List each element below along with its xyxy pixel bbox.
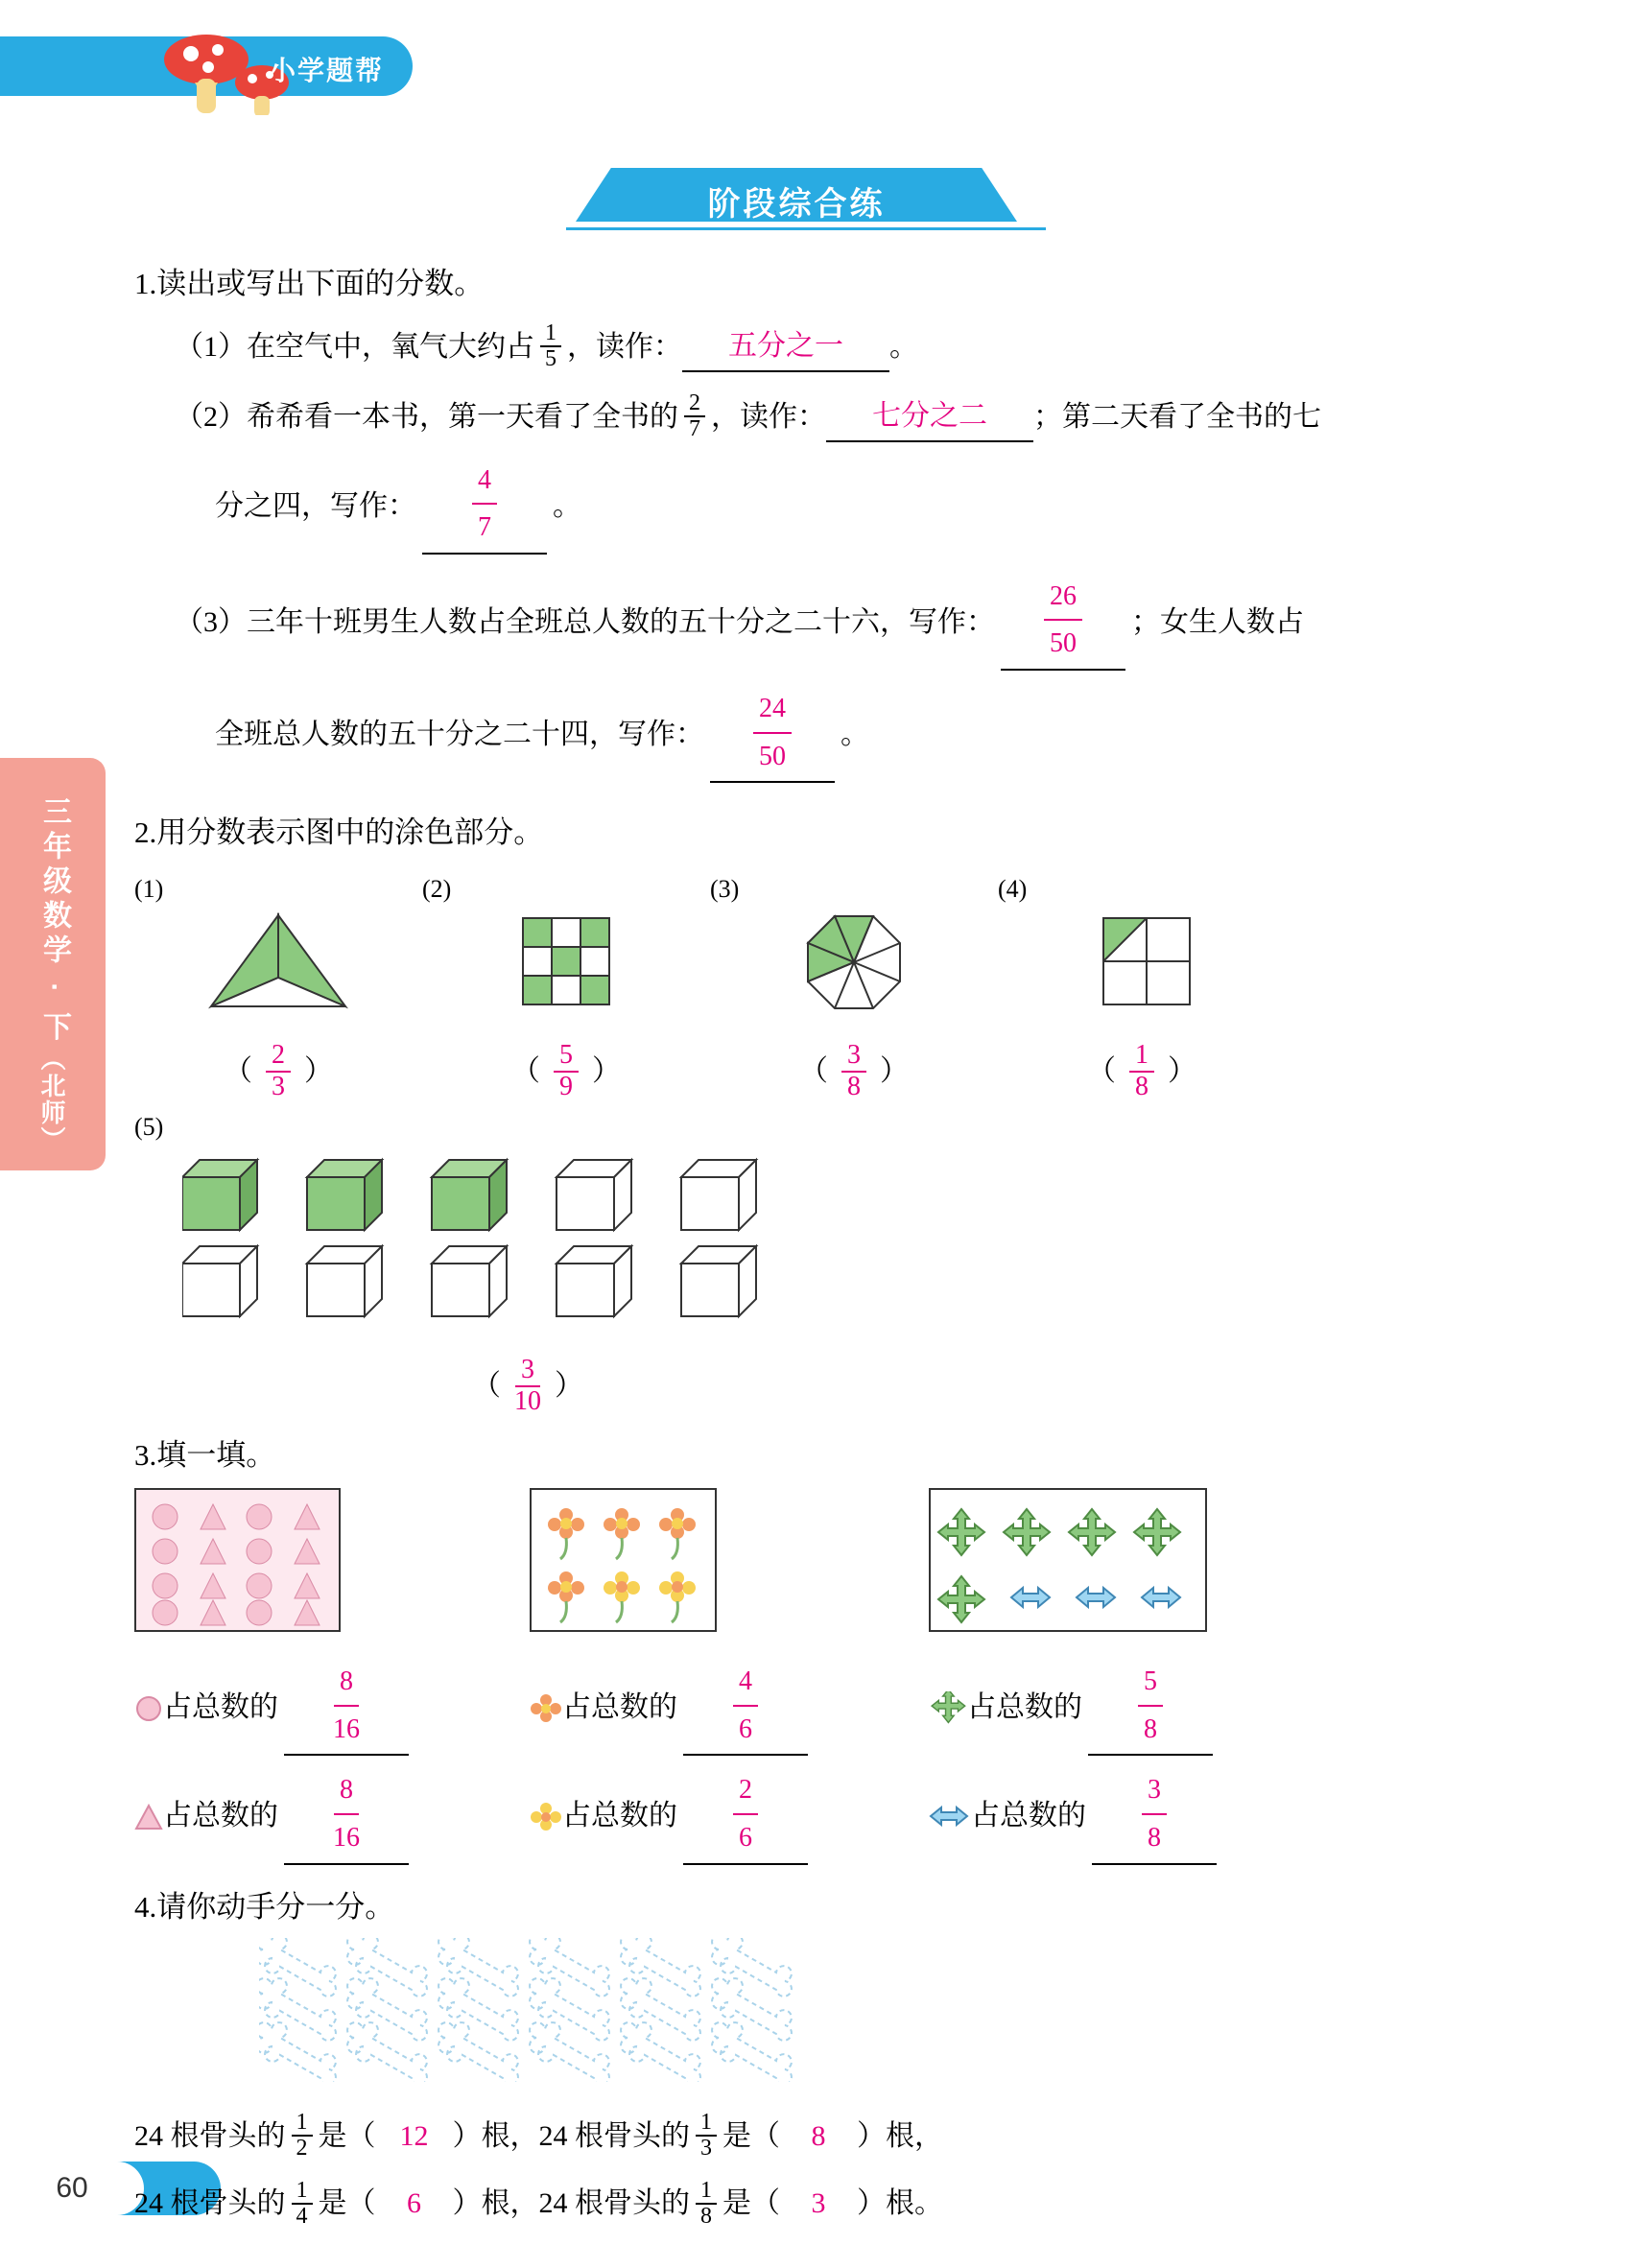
q1-1-suffix: 。: [889, 330, 918, 363]
q1-1-fraction: $\frac{1}{5}$: [540, 321, 561, 371]
q2-answer-3[interactable]: （ $\frac{3}{8}$ ）: [799, 1040, 909, 1101]
q3-g1-row-2: [134, 1767, 414, 1864]
q4-l2-a-suffix: ）根，: [452, 2187, 539, 2220]
q4-l2-b-answer[interactable]: 3: [811, 2187, 826, 2220]
grid-ninths-figure: [480, 910, 652, 1016]
q1-1-mid: ，读作：: [567, 330, 682, 363]
q2-cell-5: [134, 1106, 1554, 1417]
circles-triangles-figure: [134, 1488, 341, 1632]
q1-2-line2-suffix: 。: [553, 489, 581, 522]
q2-cell-4: [998, 868, 1286, 1102]
q4-line-2: [134, 2179, 1554, 2229]
q1-2-prefix: （2）希希看一本书，第一天看了全书的: [175, 400, 678, 433]
q1-3-answer[interactable]: $\frac{26}{50}$: [1001, 574, 1125, 671]
q1-item-3-line2: [215, 686, 1554, 783]
q3-g3-row-2: [929, 1767, 1222, 1864]
q4-l1-a-answer[interactable]: 12: [399, 2119, 429, 2152]
triangle-icon: [134, 1802, 163, 1831]
q2-cell-2: [422, 868, 710, 1102]
q1-3-line2-suffix: 。: [841, 719, 869, 751]
q1-item-2-line2: [215, 458, 1554, 555]
q4-l1-b-suffix: ）根，: [857, 2119, 943, 2152]
q4-l2-b-fraction: $\frac{1}{8}$: [696, 2179, 717, 2229]
side-tab: [0, 758, 106, 1170]
question-2-title: 2.用分数表示图中的涂色部分。: [134, 815, 544, 850]
q2-label-3: (3): [710, 874, 740, 903]
q3-g2-r1-text: 占总数的: [562, 1691, 677, 1724]
q1-1-answer[interactable]: 五分之一: [682, 321, 889, 372]
q1-2-suffix: ；第二天看了全书的七: [1033, 400, 1321, 433]
q3-g2-r2-text: 占总数的: [562, 1800, 677, 1832]
q4-line-1: [134, 2111, 1554, 2161]
q4-l1-a-mid: 是（: [318, 2119, 376, 2152]
q1-2-mid: ，读作：: [711, 400, 826, 433]
question-3-title: 3.填一填。: [134, 1437, 276, 1472]
q1-2-answer[interactable]: 七分之二: [826, 391, 1033, 442]
q4-l1-b-prefix: 24 根骨头的: [538, 2119, 690, 2152]
q4-l1-a-fraction: $\frac{1}{2}$: [292, 2111, 313, 2161]
q3-group-2: [530, 1488, 814, 1864]
q1-2-line2-prefix: 分之四，写作：: [215, 489, 416, 522]
q1-2-fraction: $\frac{2}{7}$: [684, 391, 705, 441]
arrow-cross-green-icon: [929, 1691, 967, 1724]
flower-yellow-icon: [530, 1801, 562, 1831]
q4-l1-a-suffix: ）根，: [452, 2119, 539, 2152]
banner-underline: [566, 227, 1046, 230]
circle-icon: [134, 1693, 163, 1722]
brand-title: 小学题帮: [269, 56, 385, 85]
triangle-thirds-figure: [192, 910, 365, 1016]
q3-g2-row-2: [530, 1767, 814, 1864]
q3-g1-row-1: [134, 1659, 414, 1756]
page-number: 60: [0, 2162, 144, 2215]
side-tab-label: 三年级数学 · 下: [38, 796, 70, 1047]
section-banner: [576, 168, 1075, 235]
banner-title: 阶段综合练: [707, 186, 886, 223]
q4-l2-a-answer[interactable]: 6: [407, 2187, 421, 2220]
q1-3-prefix: （3）三年十班男生人数占全班总人数的五十分之二十六，写作：: [175, 605, 995, 638]
q3-g1-r2-text: 占总数的: [163, 1800, 278, 1832]
q3-g1-r2-answer[interactable]: $\frac{8}{16}$: [284, 1767, 409, 1864]
q2-answer-4[interactable]: （ $\frac{1}{8}$ ）: [1087, 1040, 1196, 1101]
q3-g1-r1-answer[interactable]: $\frac{8}{16}$: [284, 1659, 409, 1756]
q4-l2-a-prefix: 24 根骨头的: [134, 2187, 286, 2220]
q4-l2-b-prefix: 24 根骨头的: [538, 2187, 690, 2220]
q3-group-1: [134, 1488, 414, 1864]
q2-cell-1: [134, 868, 422, 1102]
arrow-double-blue-icon: [929, 1802, 971, 1831]
q4-l2-a-fraction: $\frac{1}{4}$: [292, 2179, 313, 2229]
cubes-tenths-figure: [182, 1148, 873, 1331]
q1-item-1: [175, 321, 1554, 372]
q4-l1-b-mid: 是（: [722, 2119, 780, 2152]
octagon-eighths-figure: [768, 910, 940, 1016]
q4-l2-a-mid: 是（: [318, 2187, 376, 2220]
q2-label-4: (4): [998, 874, 1028, 903]
bones-figure: [259, 1938, 931, 2082]
q1-item-2: [175, 391, 1554, 442]
q2-label-2: (2): [422, 874, 452, 903]
q4-l1-b-answer[interactable]: 8: [811, 2119, 826, 2152]
q2-answer-1[interactable]: （ $\frac{2}{3}$ ）: [224, 1040, 333, 1101]
q3-group-3: [929, 1488, 1222, 1864]
arrows-figure: [929, 1488, 1207, 1632]
q3-g3-r1-answer[interactable]: $\frac{5}{8}$: [1088, 1659, 1213, 1756]
q1-3-line2-answer[interactable]: $\frac{24}{50}$: [710, 686, 835, 783]
q2-figure-row-1: [134, 868, 1554, 1102]
q4-l1-a-prefix: 24 根骨头的: [134, 2119, 286, 2152]
question-4-title: 4.请你动手分一分。: [134, 1889, 395, 1924]
question-1-title: 1.读出或写出下面的分数。: [134, 267, 485, 300]
q3-g3-r2-text: 占总数的: [971, 1800, 1086, 1832]
square-eighth-figure: [1055, 910, 1228, 1016]
q1-3-suffix: ；女生人数占: [1131, 605, 1304, 638]
q2-answer-5[interactable]: （ $\frac{3}{10}$ ）: [472, 1354, 583, 1416]
q3-g2-r2-answer[interactable]: $\frac{2}{6}$: [683, 1767, 808, 1864]
flowers-figure: [530, 1488, 717, 1632]
q2-answer-2[interactable]: （ $\frac{5}{9}$ ）: [511, 1040, 621, 1101]
q3-g3-row-1: [929, 1659, 1222, 1756]
q3-g2-row-1: [530, 1659, 814, 1756]
q2-cell-3: [710, 868, 998, 1102]
q4-l2-b-suffix: ）根。: [857, 2187, 943, 2220]
worksheet-content: [134, 259, 1554, 2229]
q1-3-line2-prefix: 全班总人数的五十分之二十四，写作：: [215, 719, 704, 751]
q3-figure-row: [134, 1488, 1554, 1864]
q3-g3-r2-answer[interactable]: $\frac{3}{8}$: [1092, 1767, 1217, 1864]
q1-item-3: [175, 574, 1554, 671]
q4-l2-b-mid: 是（: [722, 2187, 780, 2220]
q2-label-5: (5): [134, 1112, 164, 1141]
q2-label-1: (1): [134, 874, 164, 903]
q3-g3-r1-text: 占总数的: [967, 1691, 1082, 1724]
side-tab-sub: （北师）: [37, 1046, 66, 1153]
q1-1-prefix: （1）在空气中，氧气大约占: [175, 330, 534, 363]
q3-g1-r1-text: 占总数的: [163, 1691, 278, 1724]
q4-l1-b-fraction: $\frac{1}{3}$: [696, 2111, 717, 2161]
q3-g2-r1-answer[interactable]: $\frac{4}{6}$: [683, 1659, 808, 1756]
q1-2-line2-answer[interactable]: $\frac{4}{7}$: [422, 458, 547, 555]
flower-orange-icon: [530, 1692, 562, 1723]
